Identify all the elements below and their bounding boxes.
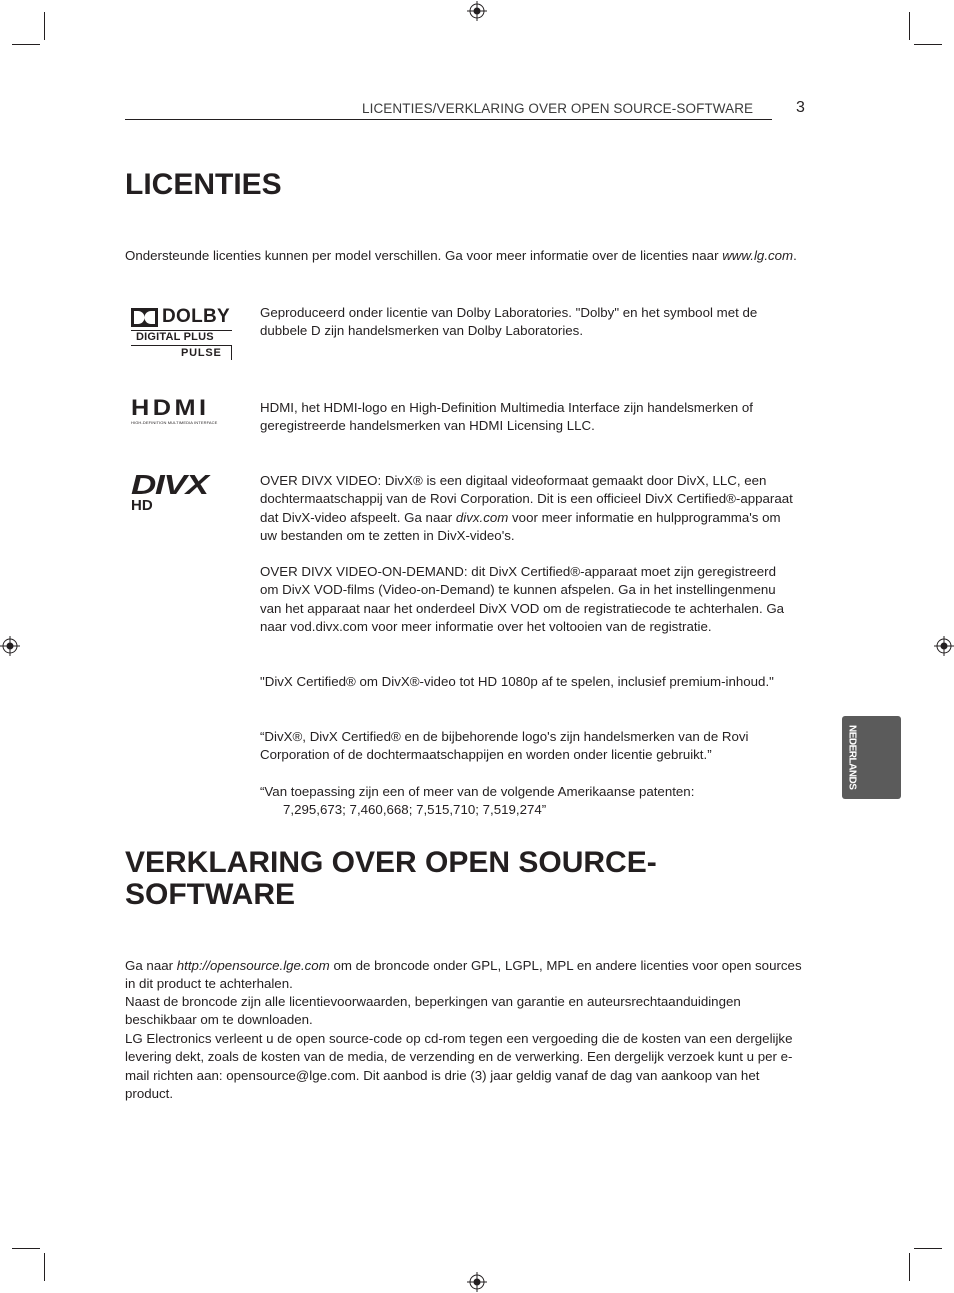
opensource-link[interactable]: http://opensource.lge.com bbox=[176, 958, 330, 973]
hdmi-logo-subtitle: HIGH-DEFINITION MULTIMEDIA INTERFACE bbox=[131, 420, 218, 425]
registration-mark-icon bbox=[934, 636, 954, 656]
divx-vod-text: OVER DIVX VIDEO-ON-DEMAND: dit DivX Certified®-apparaat moet zijn geregistreerd om DivX VOD-films (Video-on-Demand) te kunnen afspelen. Ga in het instellingenmenu van het apparaat naar het onderdeel DivX VOD om de registratiecode te achterhalen. Ga naar vod.divx.com voor meer informatie over het voltooien van de registratie. bbox=[260, 564, 785, 634]
crop-mark bbox=[12, 44, 40, 45]
dolby-license-text: Geproduceerd onder licentie van Dolby Laboratories. "Dolby" en het symbool met de dubbele D zijn handelsmerken van Dolby Laboratories. bbox=[260, 305, 758, 339]
crop-mark bbox=[44, 12, 45, 40]
running-header: LICENTIES/VERKLARING OVER OPEN SOURCE-SOFTWARE bbox=[362, 101, 754, 116]
dolby-double-d-icon bbox=[131, 308, 158, 327]
dolby-logo-word: DOLBY bbox=[162, 306, 230, 327]
divx-patents-text: “Van toepassing zijn een of meer van de volgende Amerikaanse patenten: 7,295,673; 7,460,668; 7,515,710; 7,519,274” bbox=[260, 784, 695, 818]
divx-logo-word: DIVX bbox=[131, 469, 208, 500]
crop-mark bbox=[44, 1253, 45, 1281]
divx-video-text: OVER DIVX VIDEO: DivX® is een digitaal videoformaat gemaakt door DivX, LLC, een dochtermaatschappij van de Rovi Corporation. Dit is een officieel DivX Certified®-apparaat dat DivX-video afspeelt. Ga naar divx.com voor meer informatie en hulpprogramma's om uw bestanden om te zetten in DivX-video's. bbox=[260, 473, 793, 543]
licenses-intro: Ondersteunde licenties kunnen per model verschillen. Ga voor meer informatie over de licenties naar www.lg.com. bbox=[125, 248, 797, 263]
open-source-para-1: Ga naar http://opensource.lge.com om de broncode onder GPL, LGPL, MPL en andere licenties voor open sources in dit product te achterhalen. bbox=[125, 958, 802, 992]
open-source-para-2: Naast de broncode zijn alle licentievoorwaarden, beperkingen van garantie en auteursrechtaanduidingen beschikbaar om te downloaden. bbox=[125, 994, 741, 1028]
header-divider bbox=[125, 119, 772, 120]
page-number: 3 bbox=[796, 99, 805, 116]
lg-link[interactable]: www.lg.com bbox=[722, 248, 794, 263]
crop-mark bbox=[914, 1248, 942, 1249]
registration-mark-icon bbox=[467, 1272, 487, 1292]
crop-mark bbox=[12, 1248, 40, 1249]
open-source-para-3: LG Electronics verleent u de open source-code op cd-rom tegen een vergoeding die de kosten van een dergelijke levering dekt, zoals de kosten van de media, de verzending en de verwerking. Een dergelijk verzoek kunt u per e-mail richten aan: opensource@lge.com. Dit aanbod is drie (3) jaar geldig vanaf de dag van aankoop van het product. bbox=[125, 1031, 793, 1101]
hdmi-license-text: HDMI, het HDMI-logo en High-Definition Multimedia Interface zijn handelsmerken of geregistreerde handelsmerken van HDMI Licensing LLC. bbox=[260, 400, 753, 434]
crop-mark bbox=[914, 44, 942, 45]
divx-certified-text: "DivX Certified® om DivX®-video tot HD 1080p af te spelen, inclusief premium-inhoud." bbox=[260, 674, 774, 689]
hdmi-logo bbox=[131, 395, 232, 426]
divx-link[interactable]: divx.com bbox=[455, 509, 509, 525]
crop-mark bbox=[909, 1253, 910, 1281]
licenses-heading: LICENTIES bbox=[125, 168, 282, 201]
dolby-logo-digital-plus: DIGITAL PLUS bbox=[136, 331, 214, 343]
dolby-logo-pulse: PULSE bbox=[181, 347, 222, 359]
open-source-heading: VERKLARING OVER OPEN SOURCE- SOFTWARE bbox=[125, 846, 657, 911]
hdmi-logo-word: HDMI bbox=[131, 395, 210, 420]
divx-logo-hd: HD bbox=[131, 497, 153, 514]
registration-mark-icon bbox=[0, 636, 20, 656]
crop-mark bbox=[909, 12, 910, 40]
dolby-logo bbox=[131, 307, 232, 360]
divx-logo bbox=[131, 469, 232, 515]
dolby-logo-rule bbox=[231, 345, 232, 360]
dolby-logo-rule bbox=[131, 345, 232, 346]
registration-mark-icon bbox=[467, 1, 487, 21]
divx-trademark-text: “DivX®, DivX Certified® en de bijbehorende logo's zijn handelsmerken van de Rovi Corporation of de dochtermaatschappijen en worden onder licentie gebruikt.” bbox=[260, 729, 749, 763]
language-tab-label: NEDERLANDS bbox=[846, 725, 858, 790]
